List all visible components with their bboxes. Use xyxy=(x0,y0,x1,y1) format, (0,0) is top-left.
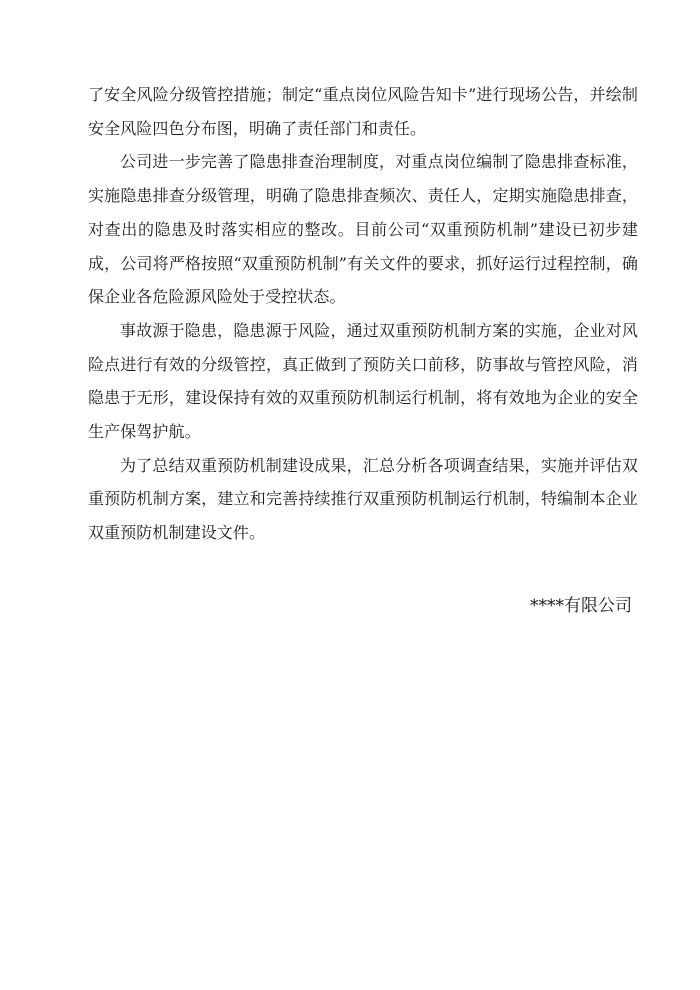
paragraph-1: 了安全风险分级管控措施；制定“重点岗位风险告知卡”进行现场公告，并绘制安全风险四色分布图，明确了责任部门和责任。 xyxy=(88,85,638,138)
company-signature: ****有限公司 xyxy=(530,596,632,616)
paragraph-3: 事故源于隐患，隐患源于风险，通过双重预防机制方案的实施，企业对风险点进行有效的分级管控，真正做到了预防关口前移，防事故与管控风险，消隐患于无形，建设保持有效的双重预防机制运行机制，将有效地为企业的安全生产保驾护航。 xyxy=(88,320,638,442)
paragraph-2: 公司进一步完善了隐患排查治理制度，对重点岗位编制了隐患排查标准，实施隐患排查分级管理，明确了隐患排查频次、责任人，定期实施隐患排查，对查出的隐患及时落实相应的整改。目前公司“双重预防机制”建设已初步建成，公司将严格按照“双重预防机制”有关文件的要求，抓好运行过程控制，确保企业各危险源风险处于受控状态。 xyxy=(88,152,638,307)
paragraph-4: 为了总结双重预防机制建设成果，汇总分析各项调查结果，实施并评估双重预防机制方案，建立和完善持续推行双重预防机制运行机制，特编制本企业双重预防机制建设文件。 xyxy=(88,455,638,543)
document-body xyxy=(88,78,638,550)
